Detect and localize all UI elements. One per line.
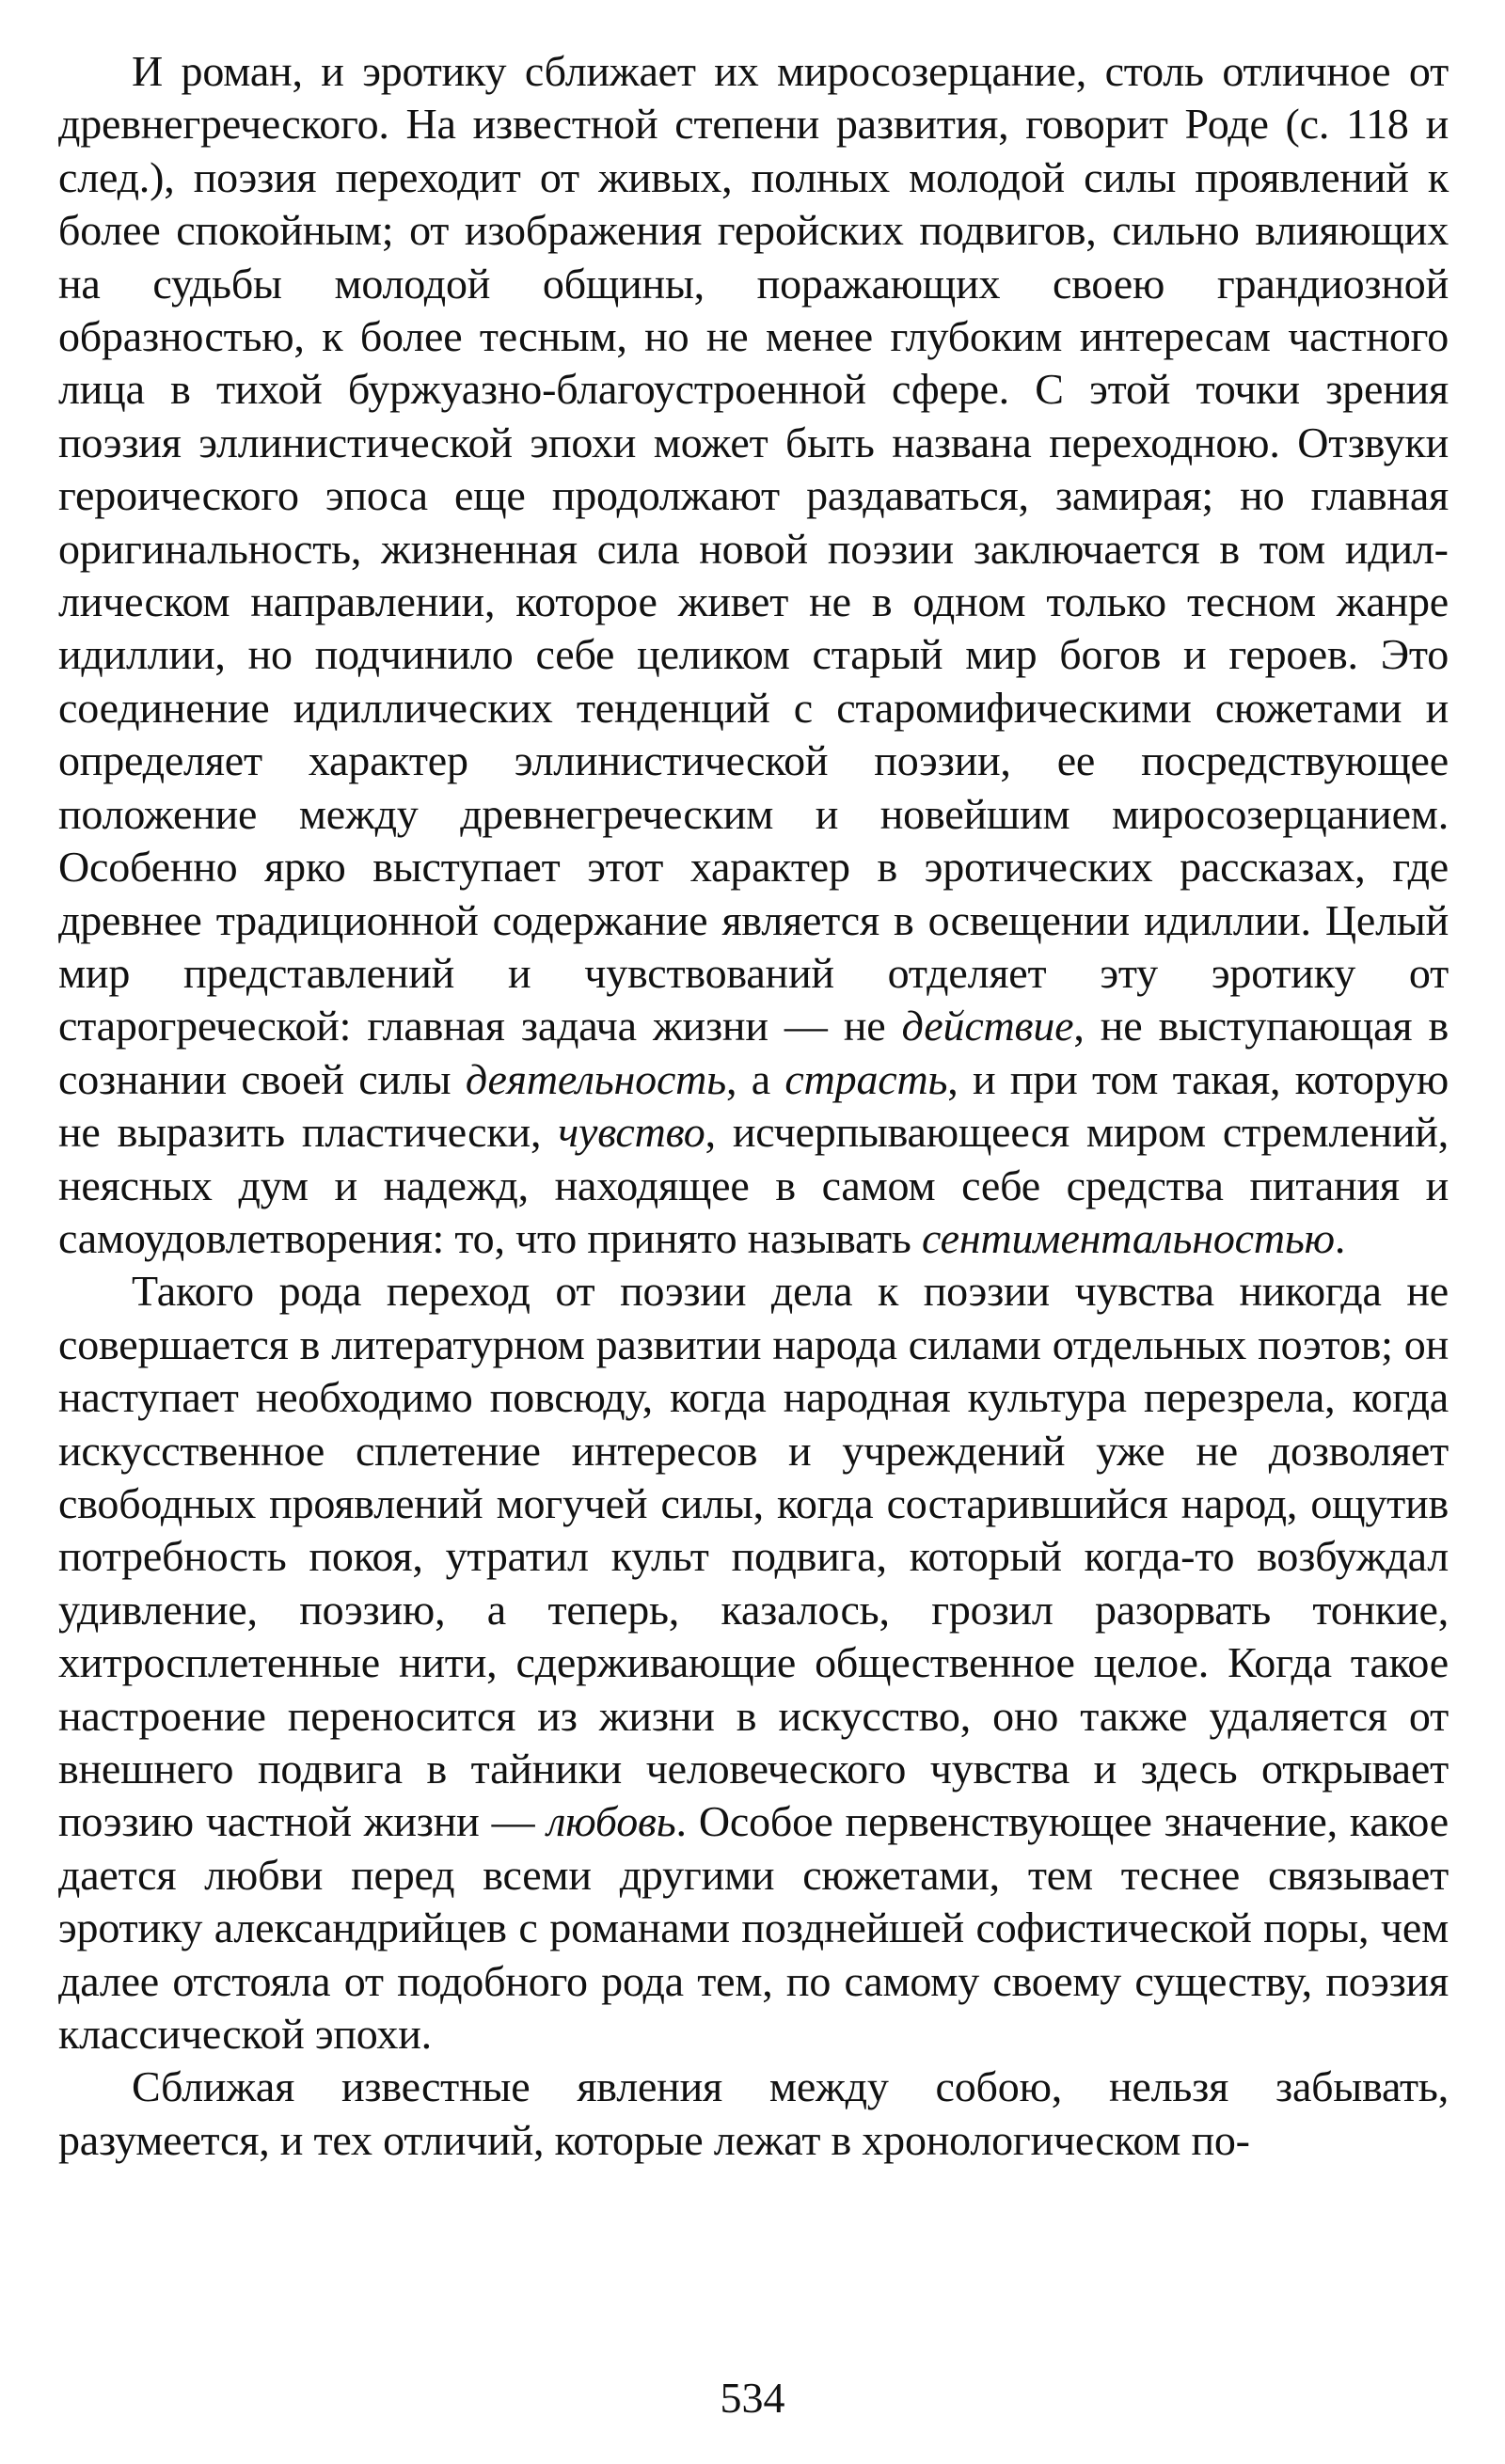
p1-segment-1: И роман, и эротику сближает их миросозерцание, столь отличное от древнегреческого. На известной степени развития, говорит Роде (с. 118 и след.), поэзия переходит от живых, полных молодой силы проявлений к более спокойным; от изображения геройских подвигов, сильно влияющих на судьбы молодой общины, поражающих своею грандиозной образностью, к более тесным, но не менее глубоким интересам частного лица в тихой буржуазно-благоустроенной сфере. С этой точки зрения поэзия эллинистической эпохи может быть названа переходною. Отзвуки героического эпоса еще продолжают раздаваться, замирая; но главная оригинальность, жизненная сила новой поэзии заключается в том идиллическом направлении, которое живет не в одном только тесном жанре идиллии, но подчинило себе целиком старый мир богов и героев. Это соединение идиллических тенденций с старомифическими сюжетами и определяет характер эллинистической поэзии, ее посредствующее положение между древнегреческим и новейшим миросозерцанием. Особенно ярко выступает этот характер в эротических рассказах, где древнее традиционной содержание является в освещении идиллии. Целый мир представлений и чувствований отделяет эту эротику от старогреческой: главная задача жизни — не xyxy=(58,47,1449,1050)
p2-segment-3: . Особое первенствующее значение, какое дается любви перед всеми другими сюжетами, тем теснее связывает эротику александрийцев с романами позднейшей софистической поры, чем далее отстояла от подобного рода тем, по самому своему существу, поэзия классической эпохи. xyxy=(58,1797,1449,2059)
paragraph-2 xyxy=(58,1265,1449,2061)
p1-segment-7: , и при том такая, которую не выразить пластически, xyxy=(58,1054,1449,1157)
p1-segment-3: , не выступающая в сознании своей силы xyxy=(58,1002,1449,1103)
p3-segment-1: Сближая известные явления между собою, нельзя забывать, разумеется, и тех отличий, которые лежат в хронологическом по- xyxy=(58,2062,1449,2164)
paragraph-1 xyxy=(58,45,1449,1265)
p2-italic-lyubov: любовь xyxy=(547,1797,676,1846)
paragraph-3 xyxy=(58,2061,1449,2167)
p1-italic-deystvie: действие xyxy=(901,1002,1074,1050)
p1-italic-chuvstvo: чувство xyxy=(558,1108,705,1157)
p1-italic-strast: страсть xyxy=(784,1054,948,1103)
p1-italic-sentimentalnost: сентиментальностью xyxy=(922,1213,1335,1262)
p1-segment-11: . xyxy=(1334,1213,1346,1262)
page-number: 534 xyxy=(720,2374,785,2422)
p1-italic-deyatelnost: деятельность xyxy=(465,1054,726,1103)
page-body xyxy=(58,45,1449,2167)
p1-segment-5: , а xyxy=(725,1054,785,1103)
p2-segment-1: Такого рода переход от поэзии дела к поэзии чувства никогда не совершается в литературном развитии народа силами отдельных поэтов; он наступает необходимо повсюду, когда народная культура перезрела, когда искусственное сплетение интересов и учреждений уже не дозволяет свободных проявлений могучей силы, когда состарившийся народ, ощутив потребность покоя, утратил культ подвига, который когда-то возбуждал удивление, поэзию, а теперь, казалось, грозил разорвать тонкие, хитросплетенные нити, сдерживающие общественное целое. Когда такое настроение переносится из жизни в искусство, оно также удаляется от внешнего подвига в тайники человеческого чувства и здесь открывает поэзию частной жизни — xyxy=(58,1267,1449,1846)
p1-segment-9: , исчерпывающееся миром стремлений, неясных дум и надежд, находящее в самом себе средства питания и самоудовлетворения: то, что принято называть xyxy=(58,1108,1449,1262)
